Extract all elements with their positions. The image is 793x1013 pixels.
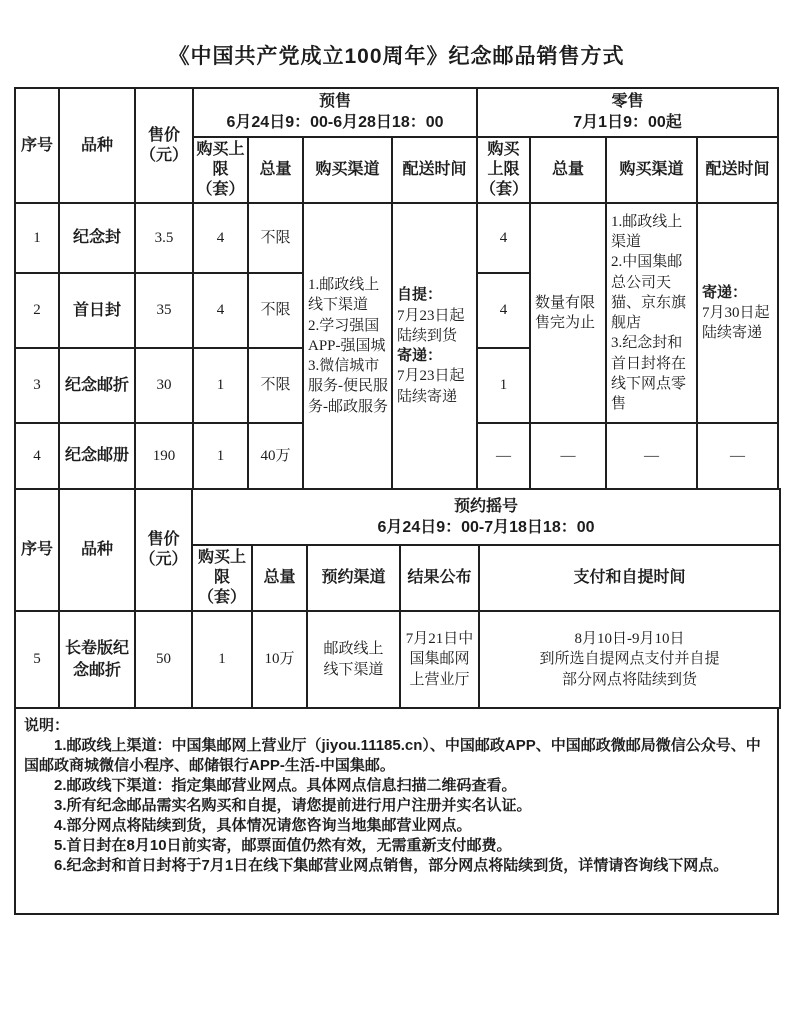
cell-retail-total: 数量有限售完为止	[530, 203, 606, 423]
payment-line: 到所选自提网点支付并自提	[539, 651, 720, 668]
result-text: 7月21日中国集邮网上营业厅	[405, 631, 474, 688]
mail-label: 寄递：	[702, 283, 748, 301]
channel-item: 3.微信城市服务-便民服务-邮政服务	[308, 358, 388, 415]
subheader-presale-total: 总量	[248, 137, 303, 203]
cell-variety	[59, 611, 135, 708]
cell-price: 30	[135, 348, 193, 423]
pickup-label: 自提：	[397, 286, 443, 304]
cell-serial: 5	[15, 611, 59, 708]
cell-presale-limit: 1	[193, 423, 248, 489]
mail-text: 7月30日起陆续寄递	[702, 304, 770, 342]
subheader-lottery-payment: 支付和自提时间	[479, 545, 780, 611]
cell-serial: 3	[15, 348, 59, 423]
cell-price: 3.5	[135, 203, 193, 273]
mail-label: 寄递：	[397, 347, 443, 364]
pickup-text: 7月23日起陆续到货	[397, 307, 465, 344]
cell-variety: 首日封	[59, 273, 135, 348]
notes-title: 说明：	[24, 717, 70, 734]
note-item: 5.首日封在8月10日前实寄，邮票面值仍然有效，无需重新支付邮费。	[54, 836, 512, 854]
subheader-presale-limit: 购买上限（套）	[193, 137, 248, 203]
table-row	[15, 611, 780, 708]
subheader-lottery-limit: 购买上限（套）	[192, 545, 252, 611]
cell-variety: 纪念封	[59, 203, 135, 273]
presale-title: 预售	[319, 93, 352, 110]
cell-price: 190	[135, 423, 193, 489]
cell-retail-delivery: —	[697, 423, 778, 489]
cell-lottery-limit: 1	[192, 611, 252, 708]
page-title: 《中国共产党成立100周年》纪念邮品销售方式	[168, 45, 625, 68]
header-serial: 序号	[15, 88, 59, 203]
note-item: 1.邮政线上渠道：中国集邮网上营业厅（jiyou.11185.cn）、中国邮政APP、中国邮政微邮局微信公众号、中国邮政商城微信小程序、邮储银行APP-生活-中国集邮。	[24, 736, 761, 774]
channel-item: 2.中国集邮总公司天猫、京东旗舰店	[611, 254, 687, 331]
cell-retail-limit: 1	[477, 348, 530, 423]
retail-time: 7月1日9：00起	[573, 114, 682, 131]
channel-item: 3.纪念封和首日封将在线下网点零售	[611, 335, 687, 412]
channel-item: 2.学习强国APP-强国城	[308, 317, 386, 354]
cell-retail-limit: —	[477, 423, 530, 489]
subheader-retail-channel: 购买渠道	[606, 137, 697, 203]
cell-lottery-channel	[307, 611, 400, 708]
header-lottery-band	[192, 489, 780, 545]
note-item: 2.邮政线下渠道：指定集邮营业网点。具体网点信息扫描二维码查看。	[54, 776, 517, 794]
cell-retail-channel: —	[606, 423, 697, 489]
table-presale-retail	[14, 87, 779, 490]
header-variety: 品种	[59, 489, 135, 611]
cell-retail-delivery	[697, 203, 778, 423]
cell-price: 35	[135, 273, 193, 348]
lottery-title: 预约摇号	[454, 497, 519, 515]
header-serial: 序号	[15, 489, 59, 611]
cell-lottery-total: 10万	[252, 611, 307, 708]
header-variety: 品种	[59, 88, 135, 203]
header-presale-band	[193, 88, 477, 137]
cell-presale-total: 不限	[248, 348, 303, 423]
subheader-lottery-result: 结果公布	[400, 545, 479, 611]
cell-serial: 4	[15, 423, 59, 489]
cell-retail-limit: 4	[477, 273, 530, 348]
cell-presale-total: 不限	[248, 203, 303, 273]
header-retail-band	[477, 88, 778, 137]
cell-price: 50	[135, 611, 192, 708]
cell-presale-total: 不限	[248, 273, 303, 348]
cell-presale-limit: 4	[193, 203, 248, 273]
cell-retail-total: —	[530, 423, 606, 489]
lottery-time: 6月24日9：00-7月18日18：00	[377, 518, 595, 536]
cell-serial: 2	[15, 273, 59, 348]
cell-presale-delivery	[392, 203, 477, 489]
cell-presale-limit: 4	[193, 273, 248, 348]
header-price: 售价（元）	[135, 88, 193, 203]
channel-item: 1.邮政线上渠道	[611, 213, 683, 250]
cell-retail-channel	[606, 203, 697, 423]
cell-variety: 纪念邮册	[59, 423, 135, 489]
table-lottery	[14, 488, 781, 709]
note-item: 3.所有纪念邮品需实名购买和自提，请您提前进行用户注册并实名认证。	[54, 796, 532, 814]
mail-text: 7月23日起陆续寄递	[397, 368, 465, 405]
subheader-retail-total: 总量	[530, 137, 606, 203]
cell-lottery-result	[400, 611, 479, 708]
header-price: 售价（元）	[135, 489, 192, 611]
sales-document	[14, 87, 779, 915]
subheader-presale-channel: 购买渠道	[303, 137, 392, 203]
subheader-retail-delivery: 配送时间	[697, 137, 778, 203]
subheader-retail-limit: 购买上限（套）	[477, 137, 530, 203]
cell-serial: 1	[15, 203, 59, 273]
variety-text: 长卷版纪念邮折	[64, 639, 129, 679]
note-item: 6.纪念封和首日封将于7月1日在线下集邮营业网点销售，部分网点将陆续到货，详情请咨询线下网点。	[54, 856, 729, 874]
table-row	[15, 203, 778, 273]
presale-time: 6月24日9：00-6月28日18：00	[226, 114, 444, 131]
subheader-presale-delivery: 配送时间	[392, 137, 477, 203]
cell-variety: 纪念邮折	[59, 348, 135, 423]
cell-lottery-payment	[479, 611, 780, 708]
channel-item: 1.邮政线上线下渠道	[308, 277, 380, 314]
note-item: 4.部分网点将陆续到货，具体情况请您咨询当地集邮营业网点。	[54, 816, 472, 834]
cell-presale-channel	[303, 203, 392, 489]
retail-title: 零售	[611, 93, 644, 110]
subheader-lottery-total: 总量	[252, 545, 307, 611]
cell-presale-limit: 1	[193, 348, 248, 423]
channel-text: 邮政线上线下渠道	[323, 641, 384, 678]
cell-presale-total: 40万	[248, 423, 303, 489]
notes-section	[14, 709, 779, 915]
cell-retail-limit: 4	[477, 203, 530, 273]
subheader-lottery-channel: 预约渠道	[307, 545, 400, 611]
payment-line: 8月10日-9月10日	[574, 631, 685, 648]
payment-line: 部分网点将陆续到货	[562, 671, 698, 688]
